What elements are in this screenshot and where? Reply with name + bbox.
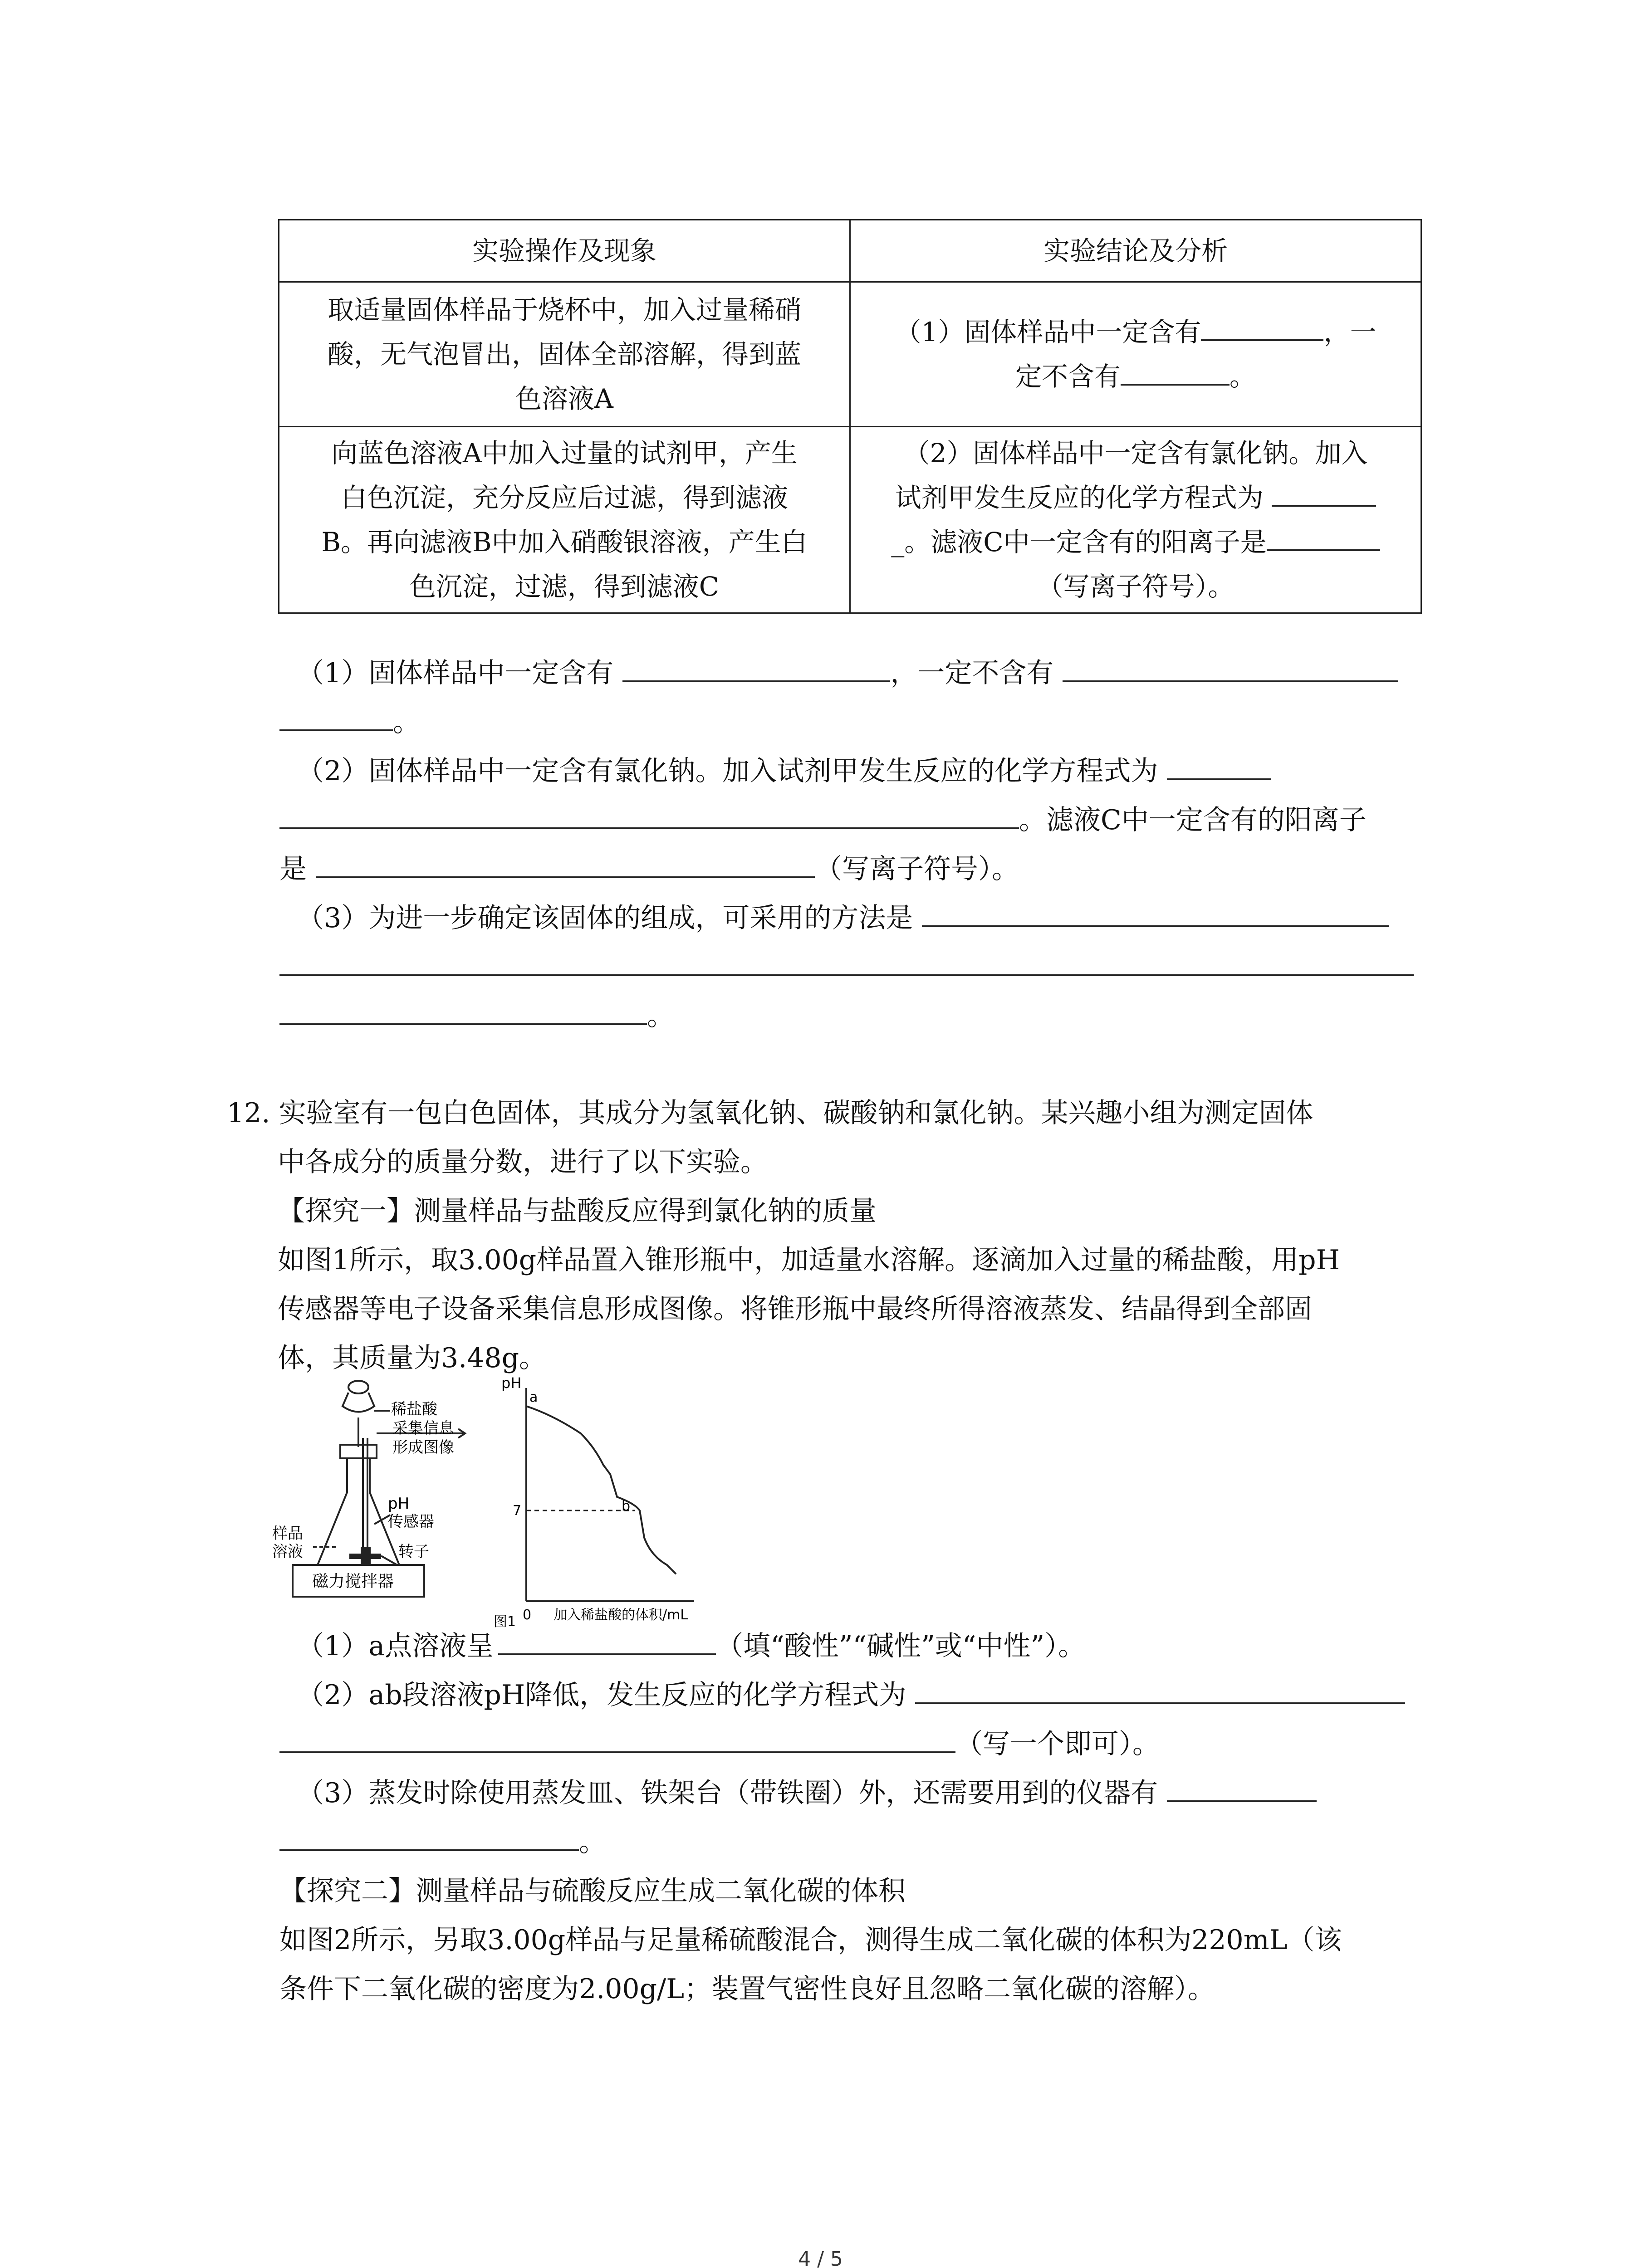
blank[interactable] bbox=[279, 704, 393, 731]
label-sensor: 传感器 bbox=[388, 1513, 434, 1531]
figure-caption: 图1 bbox=[494, 1614, 516, 1628]
blank[interactable] bbox=[279, 802, 1019, 829]
ph-chart bbox=[526, 1388, 694, 1601]
label-solution: 溶液 bbox=[272, 1543, 303, 1561]
figure-1 bbox=[272, 1374, 726, 1628]
table-cell-op-2: 向蓝色溶液A中加入过量的试剂甲，产生 白色沉淀，充分反应后过滤，得到滤液 B。再向滤液B中加入硝酸银溶液，产生白 色沉淀，过滤，得到滤液C bbox=[279, 427, 850, 613]
blank[interactable] bbox=[498, 1628, 716, 1655]
question-12: 12. 实验室有一包白色固体，其成分为氢氧化钠、碳酸钠和氯化钠。某兴趣小组为测定固体 中各成分的质量分数，进行了以下实验。 【探究一】测量样品与盐酸反应得到氯化钠的质量 如图1所示，取3.00g样品置入锥形瓶中，加适量水溶解。逐滴加入过量的稀盐酸，用pH 传感器等电子设备采集信息形成图像。将锥形瓶中最终所得溶液蒸发、结晶得到全部固 体，其质量为3.48g。 bbox=[227, 1089, 1443, 1383]
point-b: b bbox=[622, 1498, 631, 1514]
blank[interactable] bbox=[279, 949, 1414, 976]
label-ph: pH bbox=[388, 1495, 410, 1513]
label-acid: 稀盐酸 bbox=[391, 1400, 437, 1418]
label-collect: 采集信息 bbox=[392, 1419, 454, 1437]
label-rotor: 转子 bbox=[398, 1543, 429, 1561]
blank[interactable] bbox=[1201, 314, 1323, 341]
blank[interactable] bbox=[279, 1824, 579, 1851]
q12-subquestions: （1）a点溶液呈 （填“酸性”“碱性”或“中性”）。 （2）ab段溶液pH降低，发生反应的化学方程式为 （写一个即可）。 （3）蒸发时除使用蒸发皿、铁架台（带铁圈）外，还需要用到的仪器有 。 【探究二】测量样品与硫酸反应生成二氧化碳的体积 如图2所示，另取3.00g样品与足量稀硫酸混合，测得生成二氧化碳的体积为220mL（该 条件下二氧化碳的密度为2.00g/L；装置气密性良好且忽略二氧化碳的溶解）。 bbox=[279, 1622, 1441, 2014]
label-sample: 样品 bbox=[272, 1525, 303, 1543]
blank[interactable] bbox=[622, 655, 890, 682]
q11-answers: （1）固体样品中一定含有 ，一定不含有 。 （2）固体样品中一定含有氯化钠。加入试剂甲发生反应的化学方程式为 。滤液C中一定含有的阳离子 是 （写离子符号）。 （3）为进一步确定该固体的组成，可采用的方法是 。 bbox=[279, 649, 1441, 1041]
blank[interactable] bbox=[279, 1726, 955, 1753]
chart-ylabel: pH bbox=[501, 1374, 522, 1392]
page-number: 4 / 5 bbox=[798, 2248, 843, 2268]
blank[interactable] bbox=[1272, 479, 1376, 507]
blank[interactable] bbox=[1063, 655, 1398, 682]
experiment-table bbox=[278, 219, 1422, 614]
table-header-operation: 实验操作及现象 bbox=[279, 220, 850, 282]
blank[interactable] bbox=[279, 998, 647, 1025]
question-number: 12. bbox=[227, 1097, 270, 1129]
table-header-conclusion: 实验结论及分析 bbox=[850, 220, 1421, 282]
blank[interactable] bbox=[316, 851, 815, 878]
tick-7: 7 bbox=[513, 1503, 522, 1519]
apparatus-drawing bbox=[293, 1381, 465, 1597]
blank[interactable] bbox=[1167, 753, 1271, 780]
blank[interactable] bbox=[1267, 524, 1380, 551]
section-heading-2: 【探究二】测量样品与硫酸反应生成二氧化碳的体积 bbox=[279, 1875, 906, 1907]
point-a: a bbox=[529, 1389, 538, 1405]
blank[interactable] bbox=[915, 1677, 1405, 1704]
blank[interactable] bbox=[1167, 1775, 1317, 1802]
blank[interactable] bbox=[1121, 358, 1230, 386]
table-cell-an-1: （1）固体样品中一定含有 ，一 定不含有 。 bbox=[850, 282, 1421, 427]
blank[interactable] bbox=[922, 900, 1389, 927]
label-stirrer: 磁力搅拌器 bbox=[312, 1572, 394, 1591]
table-cell-op-1: 取适量固体样品于烧杯中，加入过量稀硝 酸，无气泡冒出，固体全部溶解，得到蓝 色溶液A bbox=[279, 282, 850, 427]
chart-xlabel: 加入稀盐酸的体积/mL bbox=[554, 1607, 688, 1623]
origin: 0 bbox=[523, 1607, 532, 1623]
label-image: 形成图像 bbox=[392, 1438, 454, 1457]
section-heading: 【探究一】测量样品与盐酸反应得到氯化钠的质量 bbox=[278, 1195, 877, 1227]
table-cell-an-2: （2）固体样品中一定含有氯化钠。加入 试剂甲发生反应的化学方程式为 _。滤液C中一定含有的阳离子是 （写离子符号）。 bbox=[850, 427, 1421, 613]
